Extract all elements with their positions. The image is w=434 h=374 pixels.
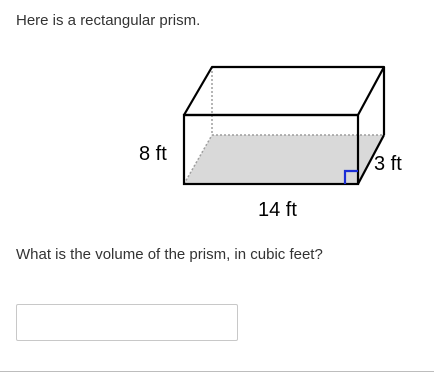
height-label: 8 ft — [139, 143, 167, 165]
depth-label: 3 ft — [374, 153, 402, 175]
prompt-text: Here is a rectangular prism. — [16, 12, 201, 29]
prism-base-face — [184, 135, 384, 184]
answer-input[interactable] — [16, 304, 238, 341]
question-text: What is the volume of the prism, in cubic feet? — [16, 246, 323, 263]
length-label: 14 ft — [258, 199, 297, 221]
bottom-divider — [0, 371, 434, 372]
prism-top-face — [184, 67, 384, 115]
